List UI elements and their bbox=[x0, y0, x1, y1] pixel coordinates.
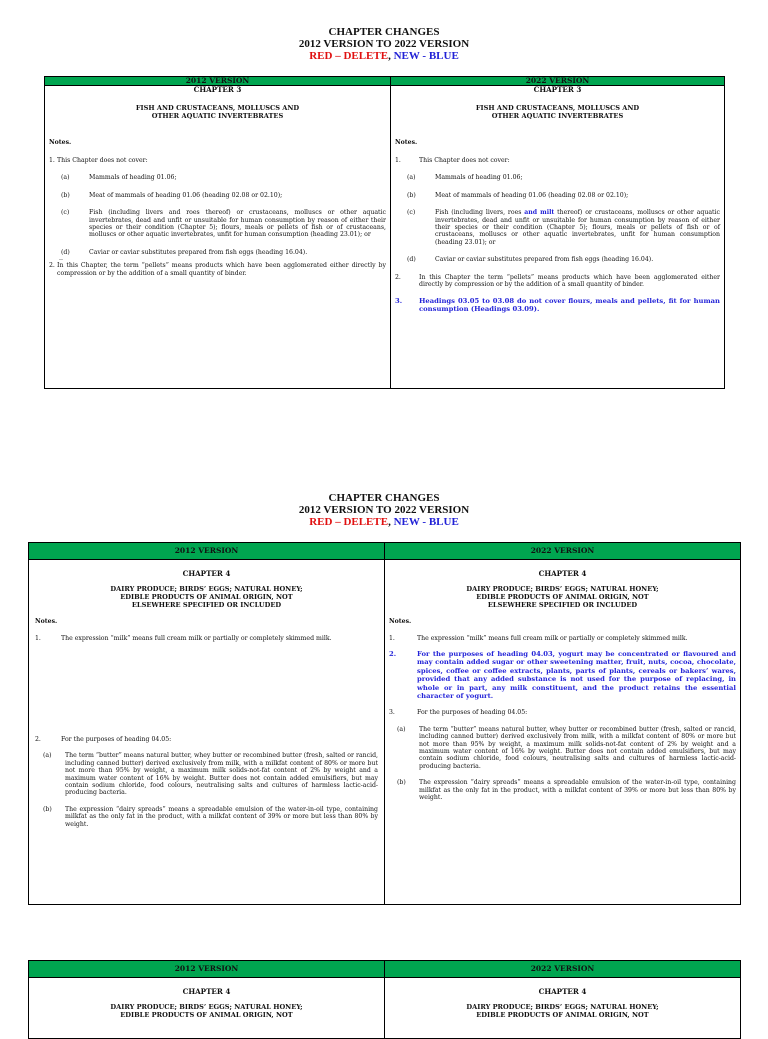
note-3-new: 3. Headings 03.05 to 03.08 do not cover flours, meals and pellets, fit for human consumption (Headings 03.09). bbox=[395, 297, 720, 314]
chapter-heading: CHAPTER 3 bbox=[533, 85, 582, 94]
header-title: CHAPTER CHANGES bbox=[328, 26, 440, 38]
note-1b: (b) Meat of mammals of heading 01.06 (heading 02.08 or 02.10); bbox=[61, 191, 283, 199]
ch3-left-cell: CHAPTER 3 FISH AND CRUSTACEANS, MOLLUSCS AND OTHER AQUATIC INVERTEBRATES Notes. 1. This Chapter does not cover: (a) Mammals of heading 01.06; (b) Meat of mammals of heading 01.06 (heading 02.08 or 02.10); (c) Fish (including livers and roes thereof) or crustaceans, molluscs or other aquatic invertebrates, dead and unfit or unsuitable for human consumption by reason of either their species or their condition (Chapter 5); flours, meals or pellets of fish or of crustaceans, molluscs or other aquatic invertebrates, unfit for human consumption (heading 23.01); or (d) Caviar or caviar substitutes prepared from fish eggs (heading 16.04). .. 2. In this Chapter, the term “pellets” means products which have been agglomerated either directly by compression or by the addition of a small quantity of binder. bbox=[45, 86, 391, 389]
chapter4-continued-table bbox=[28, 960, 741, 1039]
header-legend: RED – DELETE, NEW - BLUE bbox=[309, 50, 459, 62]
note-1: 1. This Chapter does not cover: bbox=[395, 157, 510, 164]
note-3: 3. For the purposes of heading 04.05: bbox=[389, 709, 528, 717]
note-1: 1. The expression “milk” means full cream milk or partially or completely skimmed milk. bbox=[389, 634, 688, 642]
col-header-2022: 2022 VERSION bbox=[385, 543, 741, 560]
note-3b: (b) The expression “dairy spreads” means a spreadable emulsion of the water-in-oil type, containing milkfat as the only fat in the product, with a milkfat content of 39% or more but less than 80% by weight. bbox=[397, 779, 736, 802]
col-header-2022: 2022 VERSION bbox=[391, 77, 725, 86]
chapter3-table bbox=[44, 76, 725, 389]
notes-heading: Notes. bbox=[389, 618, 412, 626]
note-2a: (a) The term “butter” means natural butter, whey butter or recombined butter (fresh, salted or rancid, including canned butter) derived exclusively from milk, with a milkfat content of 80% or more but not more than 95% by weight, a maximum milk solids-not-fat content of 2% by weight and a maximum water content of 16% by weight. Butter does not contain added emulsifiers, but may contain sodium chloride, food colours, neutralising salts and cultures of harmless lactic-acid-producing bacteria. bbox=[43, 752, 378, 797]
ch4-left-cell bbox=[29, 560, 385, 905]
chapter4-table bbox=[28, 542, 741, 905]
note-3a: (a) The term “butter” means natural butter, whey butter or recombined butter (fresh, salted or rancid, including canned butter) derived exclusively from milk, with a milkfat content of 80% or more but not more than 95% by weight, a maximum milk solids-not-fat content of 2% by weight and a maximum water content of 16% by weight. Butter does not contain added emulsifiers, but may contain sodium chloride, food colours, neutralising salts and cultures of harmless lactic-acid-producing bacteria. bbox=[397, 725, 736, 770]
col-header-2012: 2012 VERSION bbox=[29, 961, 385, 978]
ch4-right-cell bbox=[385, 560, 741, 905]
chapter-heading: CHAPTER 3 bbox=[193, 85, 242, 94]
ch4b-right-cell: CHAPTER 4 DAIRY PRODUCE; BIRDS’ EGGS; NATURAL HONEY; EDIBLE PRODUCTS OF ANIMAL ORIGIN, NOT bbox=[385, 978, 741, 1039]
col-header-2022: 2022 VERSION bbox=[385, 961, 741, 978]
note-2: 2. For the purposes of heading 04.05: bbox=[35, 736, 172, 743]
col-header-2012: 2012 VERSION bbox=[29, 543, 385, 560]
chapter-title: DAIRY PRODUCE; BIRDS’ EGGS; NATURAL HONEY; EDIBLE PRODUCTS OF ANIMAL ORIGIN, NOT ELSEWHERE SPECIFIED OR INCLUDED bbox=[110, 585, 303, 609]
notes-heading: Notes. bbox=[35, 618, 58, 626]
header-title: CHAPTER CHANGES bbox=[328, 492, 440, 504]
chapter-heading: CHAPTER 4 bbox=[538, 569, 587, 578]
note-1a: (a) Mammals of heading 01.06; bbox=[61, 174, 177, 182]
page2-header bbox=[0, 492, 768, 528]
notes-heading: Notes. bbox=[49, 138, 72, 146]
header-subtitle: 2012 VERSION TO 2022 VERSION bbox=[298, 38, 470, 50]
notes-heading: Notes. bbox=[395, 138, 418, 146]
ch4b-left-cell: CHAPTER 4 DAIRY PRODUCE; BIRDS’ EGGS; NATURAL HONEY; EDIBLE PRODUCTS OF ANIMAL ORIGIN, NOT bbox=[29, 978, 385, 1039]
chapter-heading: CHAPTER 4 bbox=[182, 569, 231, 578]
note-1: 1. This Chapter does not cover: bbox=[49, 157, 148, 164]
ch3-right-cell bbox=[391, 86, 725, 389]
note-1: 1. The expression “milk” means full cream milk or partially or completely skimmed milk. bbox=[35, 634, 332, 642]
note-1d: (d) Caviar or caviar substitutes prepared from fish eggs (heading 16.04). bbox=[407, 256, 654, 264]
note-1a: (a) Mammals of heading 01.06; bbox=[407, 174, 523, 182]
chapter-title: DAIRY PRODUCE; BIRDS’ EGGS; NATURAL HONEY; EDIBLE PRODUCTS OF ANIMAL ORIGIN, NOT ELSEWHERE SPECIFIED OR INCLUDED bbox=[466, 585, 659, 609]
note-2b: (b) The expression “dairy spreads” means a spreadable emulsion of the water-in-oil type, containing milkfat as the only fat in the product, with a milkfat content of 39% or more but less than 80% by weight. bbox=[43, 805, 378, 828]
chapter-title: FISH AND CRUSTACEANS, MOLLUSCS AND OTHER AQUATIC INVERTEBRATES bbox=[475, 104, 640, 120]
legend-new: NEW - BLUE bbox=[393, 50, 459, 62]
page1-header bbox=[0, 26, 768, 62]
header-subtitle: 2012 VERSION TO 2022 VERSION bbox=[298, 504, 470, 516]
note-2: 2. In this Chapter the term “pellets” means products which have been agglomerated either directly by compression or by the addition of a small quantity of binder. bbox=[395, 273, 720, 289]
header-legend: RED – DELETE, NEW - BLUE bbox=[309, 516, 459, 528]
chapter-title: FISH AND CRUSTACEANS, MOLLUSCS AND OTHER AQUATIC INVERTEBRATES bbox=[135, 104, 300, 120]
note-1d: (d) Caviar or caviar substitutes prepared from fish eggs (heading 16.04). bbox=[61, 248, 308, 256]
legend-delete: RED – DELETE bbox=[309, 50, 389, 62]
note-2-new-yogurt: 2. For the purposes of heading 04.03, yogurt may be concentrated or flavoured and may contain added sugar or other sweetening matter, fruit, nuts, cocoa, chocolate, spices, coffee or coffee extracts, plants, parts of plants, cereals or bakers’ wares, provided that any added substance is not used for the purpose of replacing, in whole or in part, any milk constituent, and the product retains the essential character of yogurt. bbox=[389, 650, 736, 701]
note-1c: (c) Fish (including livers and roes thereof) or crustaceans, molluscs or other aquatic invertebrates, dead and unfit or unsuitable for human consumption by reason of either their species or their condition (Chapter 5); flours, meals or pellets of fish or of crustaceans, molluscs or other aquatic invertebrates, unfit for human consumption (heading 23.01); or bbox=[61, 209, 386, 239]
col-header-2012: 2012 VERSION bbox=[45, 77, 391, 86]
new-text-and-milt: and milt bbox=[524, 209, 555, 217]
note-2: 2. In this Chapter, the term “pellets” means products which have been agglomerated either directly by compression or by the addition of a small quantity of binder. bbox=[49, 262, 386, 277]
note-1c: (c) Fish (including livers, roes and milt thereof) or crustaceans, molluscs or other aquatic invertebrates, dead and unfit or unsuitable for human consumption by reason of either their species or their condition (Chapter 5); flours, meals or pellets of fish or of crustaceans, molluscs or other aquatic invertebrates, unfit for human consumption (heading 23.01); or bbox=[407, 209, 720, 246]
note-1b: (b) Meat of mammals of heading 01.06 (heading 02.08 or 02.10); bbox=[407, 191, 629, 199]
